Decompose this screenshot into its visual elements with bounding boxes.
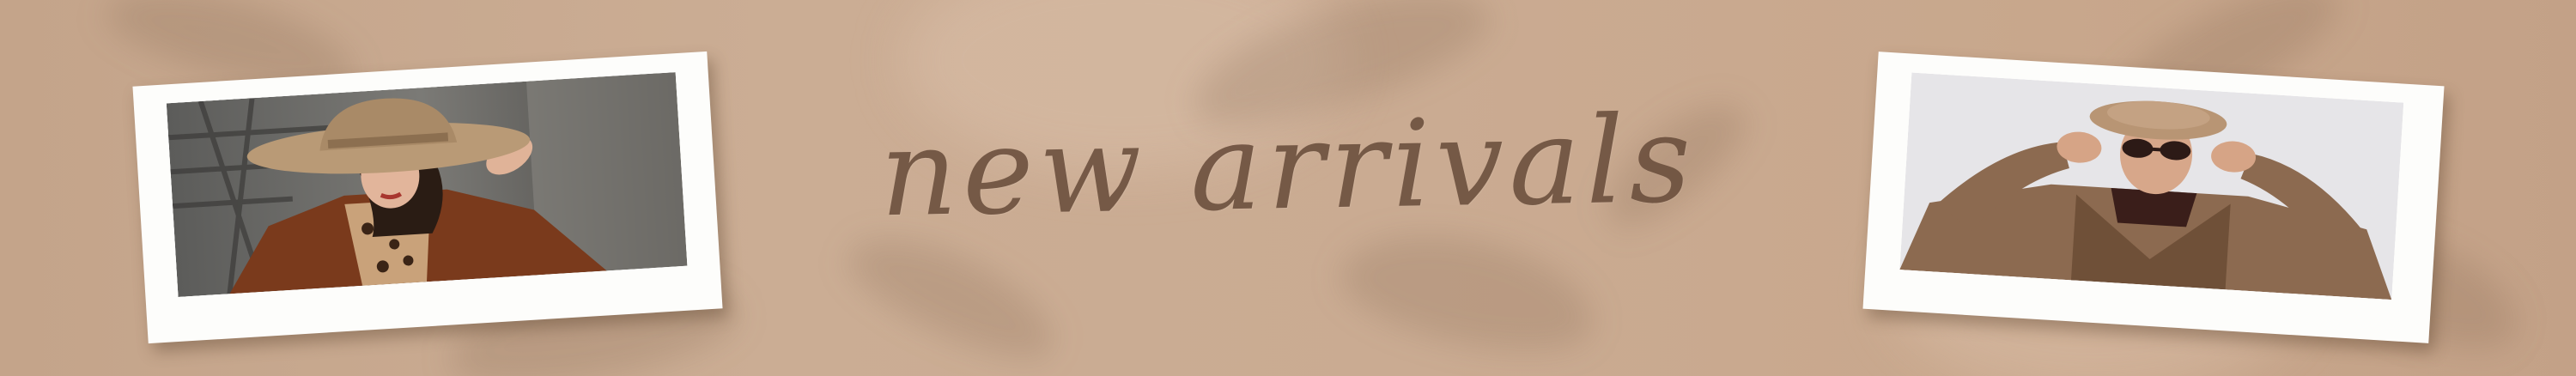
- woman-sunglasses-beret-photo: [1899, 73, 2403, 300]
- woman-wide-brim-hat-photo: [167, 72, 688, 297]
- right-polaroid: [1862, 52, 2444, 343]
- hat-woman-image: [167, 72, 688, 297]
- left-polaroid: [132, 52, 722, 343]
- banner-title: new arrivals: [878, 89, 1698, 245]
- sunglasses-woman-image: [1899, 73, 2403, 300]
